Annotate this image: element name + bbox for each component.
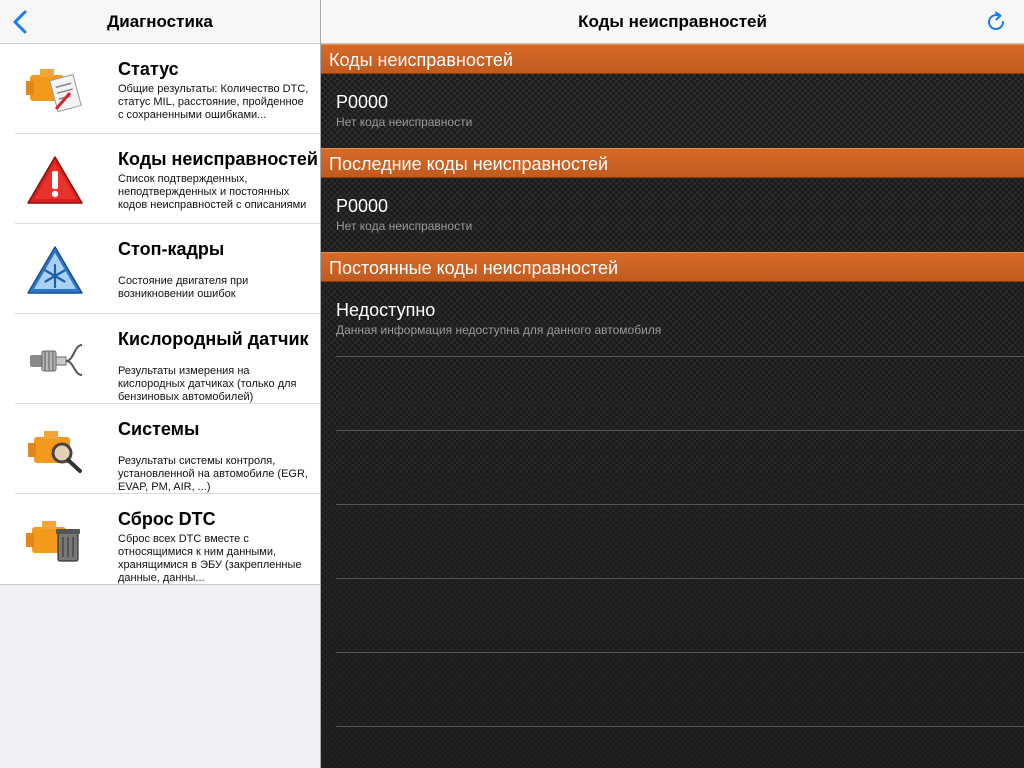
menu-item-description: Результаты системы контроля, установленной на автомобиле (EGR, EVAP, PM, AIR, ...) xyxy=(118,455,308,493)
refresh-icon xyxy=(985,11,1007,33)
row-separator xyxy=(336,579,1024,653)
row-separator xyxy=(336,505,1024,579)
detail-panel xyxy=(321,0,1024,768)
empty-table-rows xyxy=(321,356,1024,727)
section-recent-codes xyxy=(321,148,1024,252)
code-row xyxy=(321,74,1024,148)
section-header: Постоянные коды неисправностей xyxy=(321,252,1024,282)
section-current-codes xyxy=(321,44,1024,148)
menu-item-description: Список подтвержденных, неподтвержденных и постоянных кодов неисправностей с описаниями xyxy=(118,173,307,211)
engine-magnifier-icon xyxy=(26,425,84,475)
code-row xyxy=(321,178,1024,252)
warning-triangle-icon xyxy=(26,155,84,205)
menu-item-oxygen-sensor[interactable] xyxy=(0,314,320,404)
menu-item-title: Системы xyxy=(118,419,200,439)
menu-item-fault-codes[interactable] xyxy=(0,134,320,224)
right-nav-title: Коды неисправностей xyxy=(578,12,767,31)
menu-item-description: Сброс всех DTC вместе с относящимися к ним данными, хранящимися в ЭБУ (закрепленные данные, данны... xyxy=(118,533,302,584)
oxygen-sensor-icon xyxy=(26,335,84,385)
left-navigation-bar xyxy=(0,0,320,44)
fault-codes-content xyxy=(321,44,1024,768)
master-panel xyxy=(0,0,320,768)
menu-item-description: Состояние двигателя при возникновении ошибок xyxy=(118,275,249,300)
diagnostics-menu xyxy=(0,44,320,585)
left-nav-title: Диагностика xyxy=(107,12,213,31)
menu-item-description: Общие результаты: Количество DTC, статус MIL, расстояние, пройденное с сохраненными ошибками... xyxy=(118,83,309,121)
section-header: Последние коды неисправностей xyxy=(321,148,1024,178)
menu-item-freeze-frames[interactable] xyxy=(0,224,320,314)
row-separator xyxy=(336,653,1024,727)
menu-item-title: Кислородный датчик xyxy=(118,329,309,349)
refresh-button[interactable] xyxy=(982,8,1010,36)
menu-item-title: Статус xyxy=(118,59,179,79)
code-subtitle: Нет кода неисправности xyxy=(336,115,473,129)
right-navigation-bar xyxy=(321,0,1024,44)
section-header: Коды неисправностей xyxy=(321,44,1024,74)
code-subtitle: Нет кода неисправности xyxy=(336,219,473,233)
row-separator xyxy=(336,431,1024,505)
row-separator xyxy=(336,357,1024,431)
menu-item-title: Сброс DTC xyxy=(118,509,216,529)
engine-trash-icon xyxy=(26,515,84,565)
status-report-icon xyxy=(26,65,84,115)
menu-item-title: Коды неисправностей xyxy=(118,149,318,169)
snowflake-triangle-icon xyxy=(26,245,84,295)
menu-item-title: Стоп-кадры xyxy=(118,239,225,259)
code-row xyxy=(321,282,1024,356)
section-permanent-codes xyxy=(321,252,1024,356)
code-title: Недоступно xyxy=(336,300,436,320)
menu-item-reset-dtc[interactable] xyxy=(0,494,320,584)
menu-item-description: Результаты измерения на кислородных датчиках (только для бензиновых автомобилей) xyxy=(118,365,297,403)
menu-item-status[interactable] xyxy=(0,44,320,134)
code-title: P0000 xyxy=(336,196,389,216)
code-title: P0000 xyxy=(336,92,389,112)
menu-item-systems[interactable] xyxy=(0,404,320,494)
code-subtitle: Данная информация недоступна для данного автомобиля xyxy=(336,323,662,337)
